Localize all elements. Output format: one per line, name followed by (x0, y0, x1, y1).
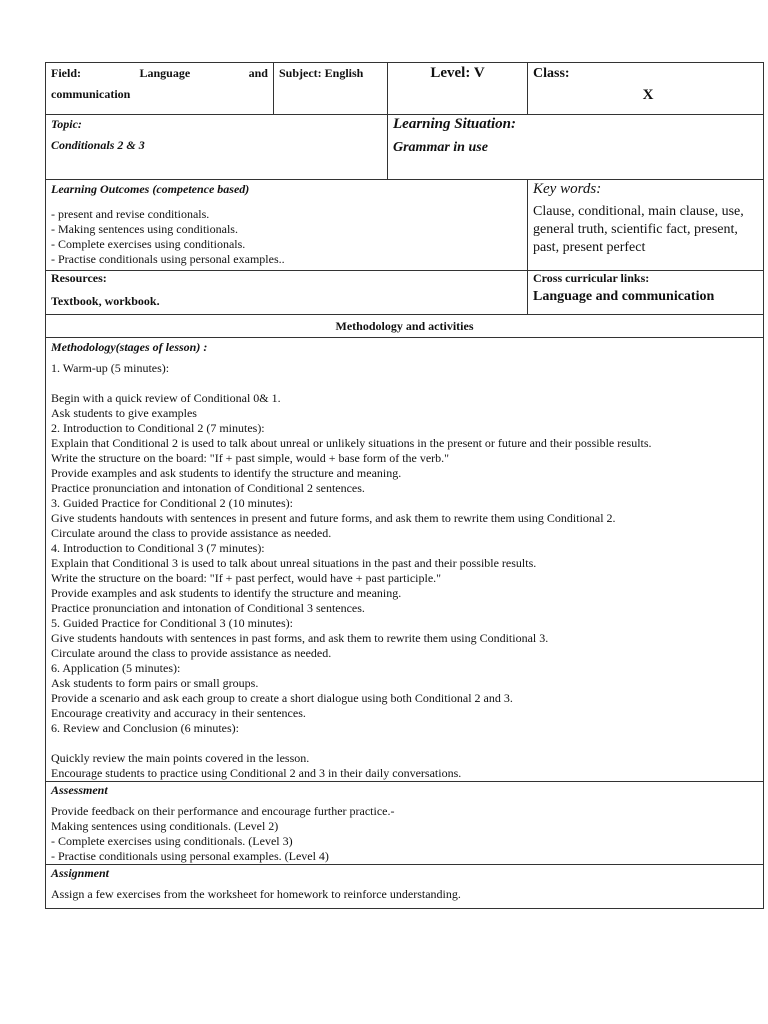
methodology-line: 2. Introduction to Conditional 2 (7 minutes): (51, 421, 265, 435)
methodology-stages-label: Methodology(stages of lesson) : (51, 340, 208, 354)
outcome-item: - Practise conditionals using personal examples.. (51, 252, 285, 266)
methodology-line: Write the structure on the board: "If + past simple, would + base form of the verb." (51, 451, 450, 465)
lesson-plan-page (45, 62, 763, 909)
methodology-line: Provide examples and ask students to identify the structure and meaning. (51, 586, 402, 600)
resources-value: Textbook, workbook. (51, 294, 160, 308)
methodology-lines (51, 391, 758, 736)
subject-cell (274, 63, 388, 115)
key-words-cell (528, 180, 764, 271)
cross-curricular-cell (528, 271, 764, 315)
methodology-line: 6. Application (5 minutes): (51, 661, 181, 675)
level-text: Level: V (430, 65, 485, 81)
topic-label: Topic: (51, 117, 82, 131)
learning-situation-cell (388, 115, 764, 180)
resources-label: Resources: (51, 271, 107, 285)
key-words-text: Clause, conditional, main clause, use, general truth, scientific fact, present, past, present perfect (533, 204, 744, 255)
field-cell (46, 63, 274, 115)
assessment-label: Assessment (51, 783, 108, 797)
assignment-row (46, 865, 764, 909)
methodology-line: Give students handouts with sentences in present and future forms, and ask them to rewrite them using Conditional 2. (51, 511, 616, 525)
methodology-line: Practice pronunciation and intonation of Conditional 2 sentences. (51, 481, 365, 495)
methodology-line: Write the structure on the board: "If + past perfect, would have + past participle." (51, 571, 442, 585)
topic-value: Conditionals 2 & 3 (51, 138, 145, 152)
learning-situation-label: Learning Situation: (393, 116, 516, 132)
assignment-cell (46, 865, 764, 909)
resources-cell (46, 271, 528, 315)
methodology-line: Practice pronunciation and intonation of Conditional 3 sentences. (51, 601, 365, 615)
class-value: X (642, 87, 654, 103)
methodology-line: 4. Introduction to Conditional 3 (7 minutes): (51, 541, 265, 555)
field-word-and: and (248, 66, 268, 80)
learning-outcomes-cell (46, 180, 528, 271)
methodology-line: Ask students to form pairs or small groups. (51, 676, 259, 690)
methodology-title: Methodology and activities (46, 315, 764, 338)
learning-situation-value: Grammar in use (393, 140, 488, 155)
outcomes-row (46, 180, 764, 271)
topic-row (46, 115, 764, 180)
class-label: Class: (533, 66, 570, 81)
key-words-label: Key words: (533, 181, 602, 197)
topic-cell (46, 115, 388, 180)
class-cell (528, 63, 764, 115)
assessment-line: Provide feedback on their performance and encourage further practice.- (51, 804, 395, 818)
field-word-language: Language (139, 66, 191, 80)
methodology-line: Begin with a quick review of Conditional 0& 1. (51, 391, 281, 405)
closing-line: Quickly review the main points covered in the lesson. (51, 751, 310, 765)
methodology-line: 3. Guided Practice for Conditional 2 (10 minutes): (51, 496, 293, 510)
closing-line: Encourage students to practice using Conditional 2 and 3 in their daily conversations. (51, 766, 462, 780)
cross-curricular-value: Language and communication (533, 289, 715, 304)
assessment-line: - Practise conditionals using personal examples. (Level 4) (51, 849, 329, 863)
methodology-line: Circulate around the class to provide assistance as needed. (51, 646, 332, 660)
methodology-line: Circulate around the class to provide assistance as needed. (51, 526, 332, 540)
methodology-line: Provide examples and ask students to identify the structure and meaning. (51, 466, 402, 480)
methodology-line: Explain that Conditional 2 is used to talk about unreal or unlikely situations in the present or future and their possible results. (51, 436, 652, 450)
methodology-line: Encourage creativity and accuracy in their sentences. (51, 706, 306, 720)
outcome-item: - Complete exercises using conditionals. (51, 237, 246, 251)
resources-row (46, 271, 764, 315)
field-label: Field: (51, 66, 81, 80)
assessment-row (46, 782, 764, 865)
assignment-label: Assignment (51, 866, 110, 880)
subject-text: Subject: English (279, 66, 364, 80)
lesson-plan-table (45, 62, 764, 909)
assessment-line: Making sentences using conditionals. (Level 2) (51, 819, 279, 833)
methodology-line: 5. Guided Practice for Conditional 3 (10 minutes): (51, 616, 293, 630)
assignment-text: Assign a few exercises from the worksheet for homework to reinforce understanding. (51, 887, 461, 901)
methodology-line: 6. Review and Conclusion (6 minutes): (51, 721, 239, 735)
outcome-item: - Making sentences using conditionals. (51, 222, 238, 236)
header-row (46, 63, 764, 115)
methodology-title-row (46, 315, 764, 338)
level-cell (388, 63, 528, 115)
methodology-line: Explain that Conditional 3 is used to talk about unreal situations in the past and their possible results. (51, 556, 537, 570)
outcome-item: - present and revise conditionals. (51, 207, 210, 221)
assessment-line: - Complete exercises using conditionals. (Level 3) (51, 834, 293, 848)
assessment-cell (46, 782, 764, 865)
methodology-line: Provide a scenario and ask each group to create a short dialogue using both Conditional 2 and 3. (51, 691, 513, 705)
learning-outcomes-label: Learning Outcomes (competence based) (51, 182, 250, 196)
field-word-communication: communication (51, 87, 131, 101)
methodology-line: Give students handouts with sentences in past forms, and ask them to rewrite them using Conditional 3. (51, 631, 549, 645)
learning-outcomes-list (51, 207, 522, 267)
methodology-cell (46, 338, 764, 782)
methodology-row (46, 338, 764, 782)
cross-curricular-label: Cross curricular links: (533, 271, 650, 285)
methodology-line: Ask students to give examples (51, 406, 197, 420)
warmup-line: 1. Warm-up (5 minutes): (51, 361, 170, 375)
